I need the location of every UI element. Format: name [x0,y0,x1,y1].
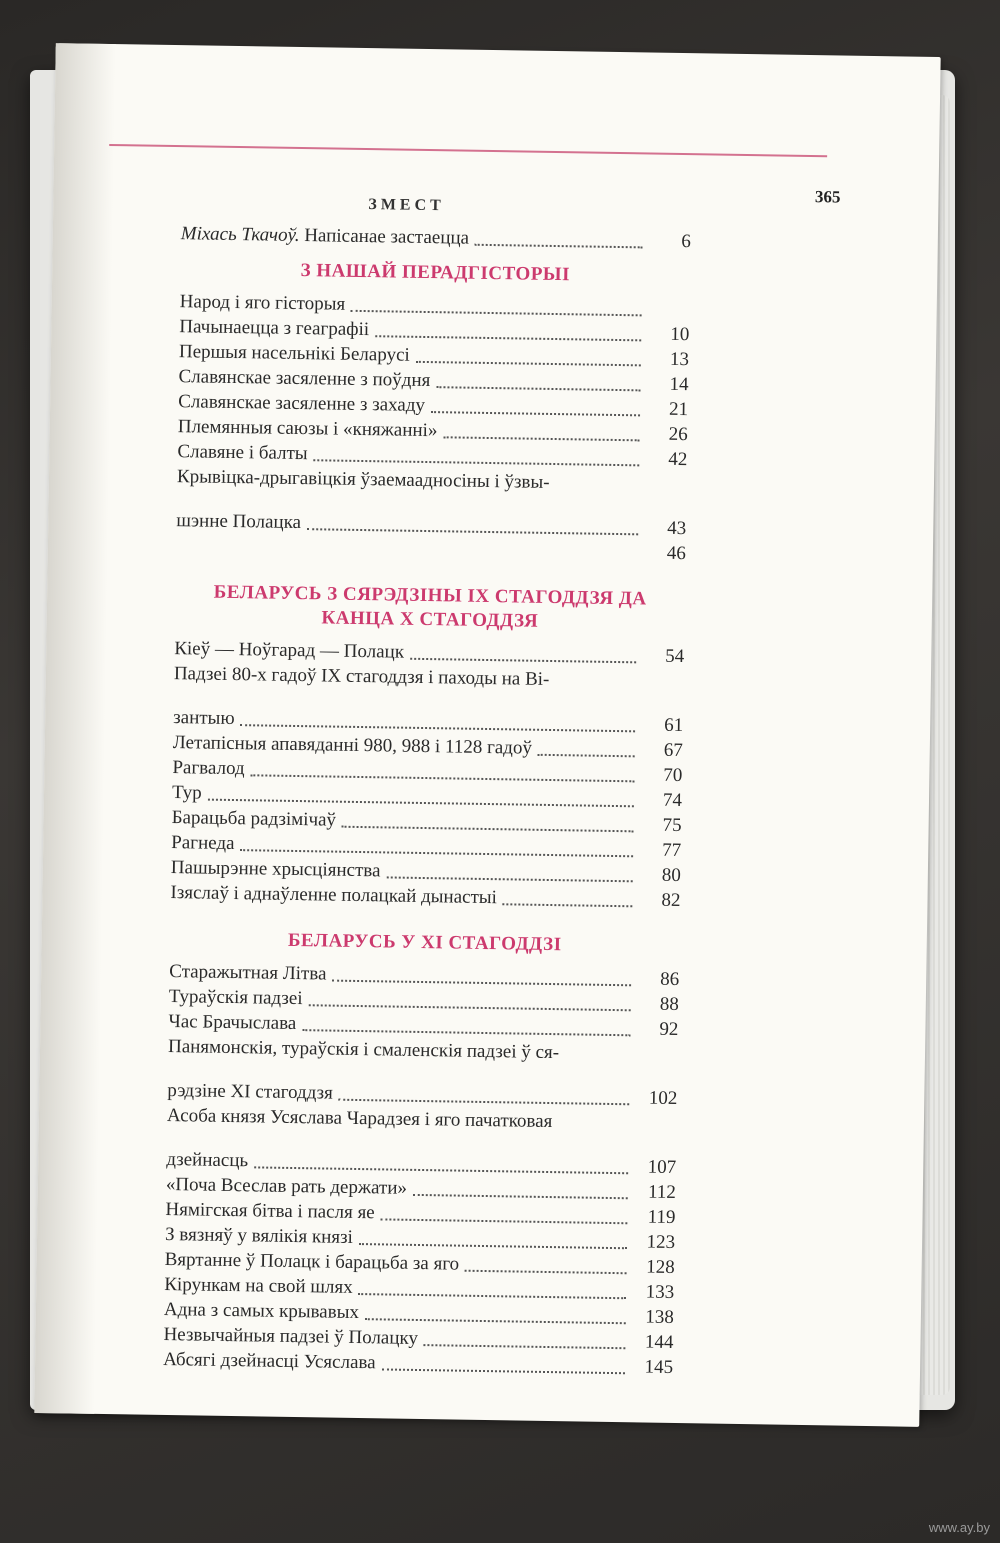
toc-entry-page: 70 [663,764,683,787]
toc-entry-title: Тур [171,782,202,804]
running-head: ЗМЕСТ [368,196,445,215]
book-page [34,43,940,1427]
toc-entry-page: 26 [668,423,688,446]
dot-leader [503,902,633,907]
toc-entry-title: Пачынаецца з геаграфіі [179,316,370,341]
dot-leader [365,1317,626,1324]
toc-entry-title: Асоба князя Усяслава Чарадзея і яго пачатковая [166,1105,553,1133]
dot-leader [240,848,633,857]
dot-leader [386,875,632,882]
toc-entry-page [648,320,690,321]
section-heading: БЕЛАРУСЬ З СЯРЭДЗІНЫ IX СТАГОДДЗЯ ДА КАНЦА X СТАГОДДЗЯ [213,581,647,632]
toc-entry[interactable] [167,1036,678,1110]
intro-author: Міхась Ткачоў. [180,223,300,246]
toc-entry-title: Тураўскія падзеі [168,986,303,1010]
toc-entry-title: Народ і яго гісторыя [179,291,346,315]
dot-leader [359,1292,627,1299]
toc-entry-page: 102 [648,1087,678,1110]
dot-leader [351,309,642,317]
toc-entry-page: 133 [645,1281,675,1304]
toc-entry-page: 21 [668,398,689,421]
toc-entry-page: 144 [644,1331,674,1353]
toc-entry-title: Адна з самых крывавых [163,1298,360,1324]
dot-leader [208,798,634,808]
toc-entry-page: 112 [647,1181,677,1204]
toc-intro-entry[interactable] [181,223,691,253]
toc-entry-title: Ізяслаў і аднаўленне полацкай дынастыі [170,882,498,909]
dot-leader [416,360,641,367]
toc-entry[interactable] [173,663,684,737]
toc-entry-page: 128 [645,1256,675,1279]
toc-entry-page: 10 [670,323,690,346]
toc-entry-title: «Поча Всеслав рать держати» [165,1174,408,1199]
dot-leader [465,1269,627,1275]
dot-leader [413,1193,628,1199]
section-heading: БЕЛАРУСЬ У XI СТАГОДДЗІ [287,929,562,956]
toc-entry-title: Барацьба радзімічаў [171,807,337,831]
toc-entry-title: З вязняў у вялікія князі [164,1223,354,1248]
toc-entry-page: 13 [669,348,690,371]
toc-entry-page: 14 [669,373,689,396]
dot-leader [182,552,638,560]
toc-entry-title: Славянскае засяленне з поўдня [178,366,431,392]
toc-entry-page: 92 [659,1018,679,1041]
toc-entry-title: Славянскае засяленне з захаду [178,391,426,416]
dot-leader [424,1343,626,1349]
toc-entry-title: Нямігская бітва і пасля яе [165,1199,375,1224]
dot-leader [254,1165,628,1174]
toc-entry-page: 42 [668,448,688,471]
toc-entry-title: Славяне і балты [177,441,308,465]
toc-entry-page: 138 [645,1306,675,1328]
dot-leader [342,825,634,833]
dot-leader [410,657,636,664]
toc-entry-title: Племянныя саюзы і «княжанні» [177,416,438,442]
dot-leader [307,527,638,535]
toc-entry-title-continued: дзейнасць [166,1149,249,1172]
toc-entry-page: 61 [664,714,684,737]
toc-entry-page: 86 [660,968,680,991]
dot-leader [314,458,640,466]
toc-entry-page: 107 [647,1156,677,1179]
toc-entry-page: 43 [667,517,687,540]
toc-entry-page: 46 [666,542,687,565]
toc-entry-title: Панямонскія, тураўскія і смаленскія падзеі ў ся- [167,1036,560,1064]
toc-entry-title: Рагвалод [172,757,245,780]
toc-entry-page: 54 [665,645,685,668]
dot-leader [475,243,643,249]
toc-entry-title-continued: шэнне Полацка [176,510,302,534]
toc-entry-title: Кіеў — Ноўгарад — Полацк [174,638,405,663]
dot-leader [339,1098,630,1106]
toc-entry-title [181,223,470,250]
dot-leader [382,1367,626,1374]
dot-leader [375,334,641,341]
dot-leader [538,753,635,758]
toc-entry-page: 77 [662,839,682,862]
toc-entry-title: Вяртанне ў Полацк і барацьба за яго [164,1248,460,1275]
dot-leader [443,435,639,441]
dot-leader [436,385,640,391]
dot-leader [381,1217,628,1224]
toc-entry-title: Падзеі 80-х гадоў IX стагоддзя і паходы на Ві- [173,663,550,690]
toc-entry-page: 80 [661,864,681,887]
toc-entry-title: Кірункам на свой шлях [164,1273,353,1298]
toc-entry-page: 82 [661,889,681,912]
toc-entry-title-continued: рэдзіне XI стагоддзя [167,1080,333,1104]
toc-entry-page: 145 [644,1356,674,1378]
table-of-contents [163,223,691,1382]
toc-entry-title: Рагнеда [171,832,235,855]
header-rule [109,144,827,157]
toc-entry-page: 119 [647,1206,676,1229]
dot-leader [240,723,635,732]
toc-sections [163,257,690,1379]
toc-entry-title: Першыя насельнікі Беларусі [178,341,410,366]
page-number: 365 [814,187,841,207]
toc-entry-title: Пашырэнне хрысціянства [170,857,381,882]
toc-entry-page: 67 [663,739,683,762]
dot-leader [302,1028,630,1036]
toc-entry-page: 6 [681,230,691,253]
dot-leader [332,979,631,987]
toc-entry-page: 75 [662,814,682,837]
toc-entry-title: Абсягі дзейнасці Усяслава [162,1348,376,1374]
dot-leader [251,773,635,782]
toc-entry-page: 88 [659,993,679,1016]
toc-entry-title: Старажытная Літва [169,961,327,985]
toc-entry-page: 74 [662,789,683,812]
toc-entry-page: 123 [646,1231,676,1254]
toc-entry[interactable] [176,466,687,540]
toc-entry-title-continued: зантыю [173,707,235,730]
toc-entry-title: Летапісныя апавяданні 980, 988 і 1128 гадоў [172,732,533,759]
dot-leader [431,410,640,416]
toc-entry-title: Час Брачыслава [168,1011,297,1035]
watermark: www.ay.by [928,1520,990,1535]
dot-leader [359,1242,627,1249]
toc-entry[interactable] [163,1349,673,1379]
intro-title: Напісанае застаецца [304,225,470,249]
dot-leader [308,1003,630,1011]
toc-entry-title: Крывіцка-дрыгавіцкія ўзаемаадносіны і ўзвы- [176,466,550,493]
section-heading: З НАШАЙ ПЕРАДГІСТОРЫІ [300,260,571,286]
toc-entry[interactable] [166,1105,677,1179]
toc-entry-title: Незвычайныя падзеі ў Полацку [163,1323,419,1349]
